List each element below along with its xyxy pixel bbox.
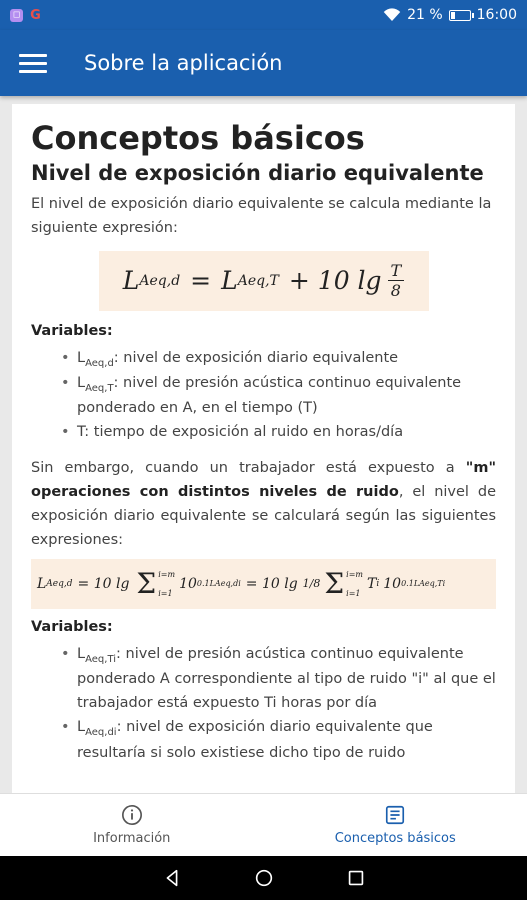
app-notification-icon: ◻ <box>10 9 23 22</box>
google-icon: G <box>30 7 41 23</box>
list-item: • T: tiempo de exposición al ruido en horas/día <box>61 421 496 445</box>
status-bar <box>0 0 527 30</box>
page-title: Conceptos básicos <box>31 119 365 157</box>
content-card[interactable] <box>12 104 515 793</box>
recents-icon[interactable] <box>345 867 367 889</box>
variables-list-2 <box>31 643 496 766</box>
menu-icon[interactable] <box>0 30 66 96</box>
formula-daily-level: L Aeq,d = L Aeq,T + 10 lg $\frac{T}{8}$ <box>99 251 429 311</box>
nav-label: Información <box>93 831 171 846</box>
variables-list-1 <box>31 347 496 446</box>
section-title: Nivel de exposición diario equivalente <box>31 160 484 185</box>
clock: 16:00 <box>476 7 517 23</box>
home-icon[interactable] <box>253 867 275 889</box>
list-item: • $L_{Aeq,Ti}$: nivel de presión acústica continuo equivalente ponderado A correspondiente al tipo de ruido "i" al que el trabajador está expuesto Ti horas por día <box>61 643 496 716</box>
wifi-icon <box>383 8 401 22</box>
nav-item-conceptos-basicos[interactable] <box>264 794 527 856</box>
intro-text: El nivel de exposición diario equivalente se calcula mediante la siguiente expresión: <box>31 195 492 236</box>
list-item: • $L_{Aeq,d}$: nivel de exposición diario equivalente <box>61 347 496 372</box>
variables-label: Variables: <box>31 322 113 339</box>
back-icon[interactable] <box>161 867 183 889</box>
system-navigation-bar <box>0 856 527 900</box>
paragraph-operations: Sin embargo, cuando un trabajador está expuesto a "m" operaciones con distintos niveles de ruido, el nivel de exposición diario equivalente se calculará según las siguientes expresiones: <box>31 460 496 549</box>
nav-item-informacion[interactable] <box>0 794 264 856</box>
list-item: • $L_{Aeq,di}$: nivel de exposición diario equivalente que resultaría si solo existiese dicho tipo de ruido <box>61 716 496 765</box>
app-bar <box>0 30 527 96</box>
variables-label-2: Variables: <box>31 618 113 635</box>
battery-percent: 21 % <box>407 7 443 23</box>
battery-icon <box>449 10 471 21</box>
info-icon <box>121 804 143 826</box>
formula-multiple-operations: L Aeq,d = 10 lg Σ i=m i=1 10 0.1LAeq,di = 10 lg 1/8 Σ i=m i=1 T i 10 0.1LAeq,Ti <box>31 559 496 609</box>
bottom-navigation <box>0 793 527 856</box>
concepts-icon <box>384 804 406 826</box>
nav-label: Conceptos básicos <box>334 831 456 846</box>
list-item: • $L_{Aeq,T}$: nivel de presión acústica continuo equivalente ponderado en A, en el tiempo (T) <box>61 372 496 421</box>
app-bar-title: Sobre la aplicación <box>84 51 283 75</box>
